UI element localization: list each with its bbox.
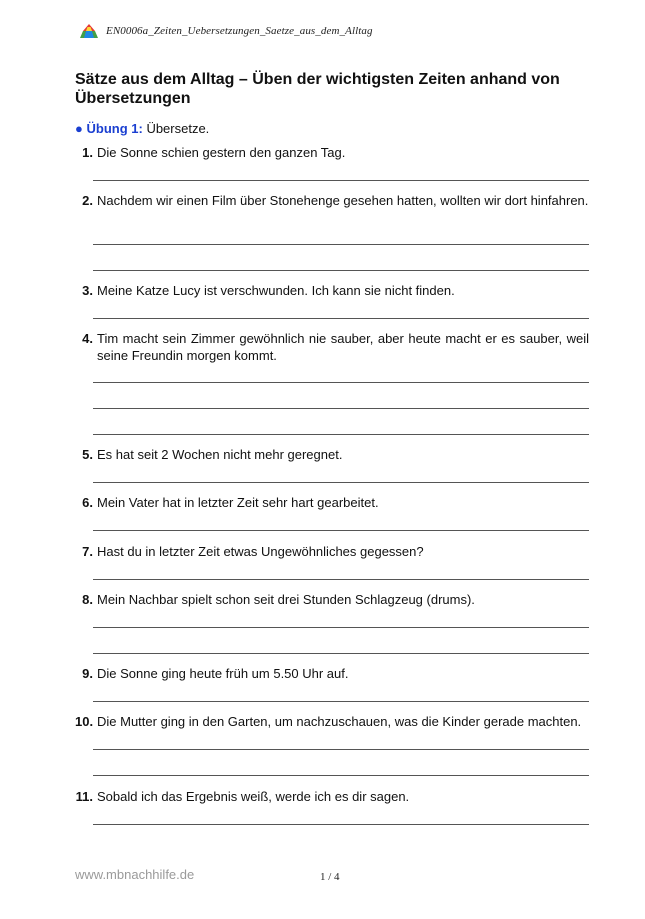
item-number: 9. [82,666,93,681]
exercise-item [75,543,589,560]
item-number: 7. [82,544,93,559]
exercise-item [75,591,589,608]
answer-line[interactable] [93,701,589,702]
item-text: Sobald ich das Ergebnis weiß, werde ich es dir sagen. [97,789,410,804]
item-text: Die Sonne ging heute früh um 5.50 Uhr auf. [97,666,349,681]
item-text: Die Sonne schien gestern den ganzen Tag. [97,145,346,160]
answer-line[interactable] [93,749,589,750]
item-number: 5. [82,447,93,462]
item-text: Es hat seit 2 Wochen nicht mehr geregnet. [97,447,343,462]
item-number: 1. [82,145,93,160]
answer-line[interactable] [93,270,589,271]
exercise-item [75,330,589,364]
page-title: Sätze aus dem Alltag – Üben der wichtigsten Zeiten anhand von Übersetzungen [75,71,560,107]
answer-line[interactable] [93,530,589,531]
exercise-label: Übung 1: [86,121,143,136]
exercise-item [75,713,589,730]
page-number: 1 / 4 [320,871,340,883]
item-number: 4. [82,331,93,346]
answer-line[interactable] [93,824,589,825]
document-filename: EN0006a_Zeiten_Uebersetzungen_Saetze_aus_dem_Alltag [106,25,373,37]
item-text: Die Mutter ging in den Garten, um nachzuschauen, was die Kinder gerade machten. [97,714,582,729]
answer-line[interactable] [93,482,589,483]
exercise-item [75,665,589,682]
answer-line[interactable] [93,653,589,654]
bullet-icon: ● [75,121,83,136]
item-text: Hast du in letzter Zeit etwas Ungewöhnliches gegessen? [97,544,424,559]
answer-line[interactable] [93,244,589,245]
answer-line[interactable] [93,318,589,319]
answer-line[interactable] [93,408,589,409]
item-number: 3. [82,283,93,298]
exercise-item [75,494,589,511]
item-text: Tim macht sein Zimmer gewöhnlich nie sauber, aber heute macht er es sauber, weil seine Freundin morgen kommt. [97,331,589,363]
answer-line[interactable] [93,579,589,580]
item-number: 8. [82,592,93,607]
exercise-item [75,446,589,463]
answer-line[interactable] [93,434,589,435]
answer-line[interactable] [93,775,589,776]
exercise-instruction: Übersetze. [146,121,210,136]
item-number: 6. [82,495,93,510]
exercise-item [75,788,589,805]
answer-line[interactable] [93,627,589,628]
answer-line[interactable] [93,382,589,383]
exercise-item [75,282,589,299]
item-text: Mein Nachbar spielt schon seit drei Stunden Schlagzeug (drums). [97,592,475,607]
footer-website: www.mbnachhilfe.de [75,867,195,882]
exercise-item [75,192,589,209]
item-number: 2. [82,193,93,208]
exercise-heading [75,121,209,136]
item-text: Mein Vater hat in letzter Zeit sehr hart gearbeitet. [97,495,379,510]
item-text: Meine Katze Lucy ist verschwunden. Ich kann sie nicht finden. [97,283,455,298]
answer-line[interactable] [93,180,589,181]
item-text: Nachdem wir einen Film über Stonehenge gesehen hatten, wollten wir dort hinfahren. [97,193,589,208]
exercise-item [75,144,589,161]
pyramid-logo-icon [80,24,98,38]
document-header [80,24,373,38]
item-number: 10. [75,714,94,729]
item-number: 11. [75,789,93,804]
